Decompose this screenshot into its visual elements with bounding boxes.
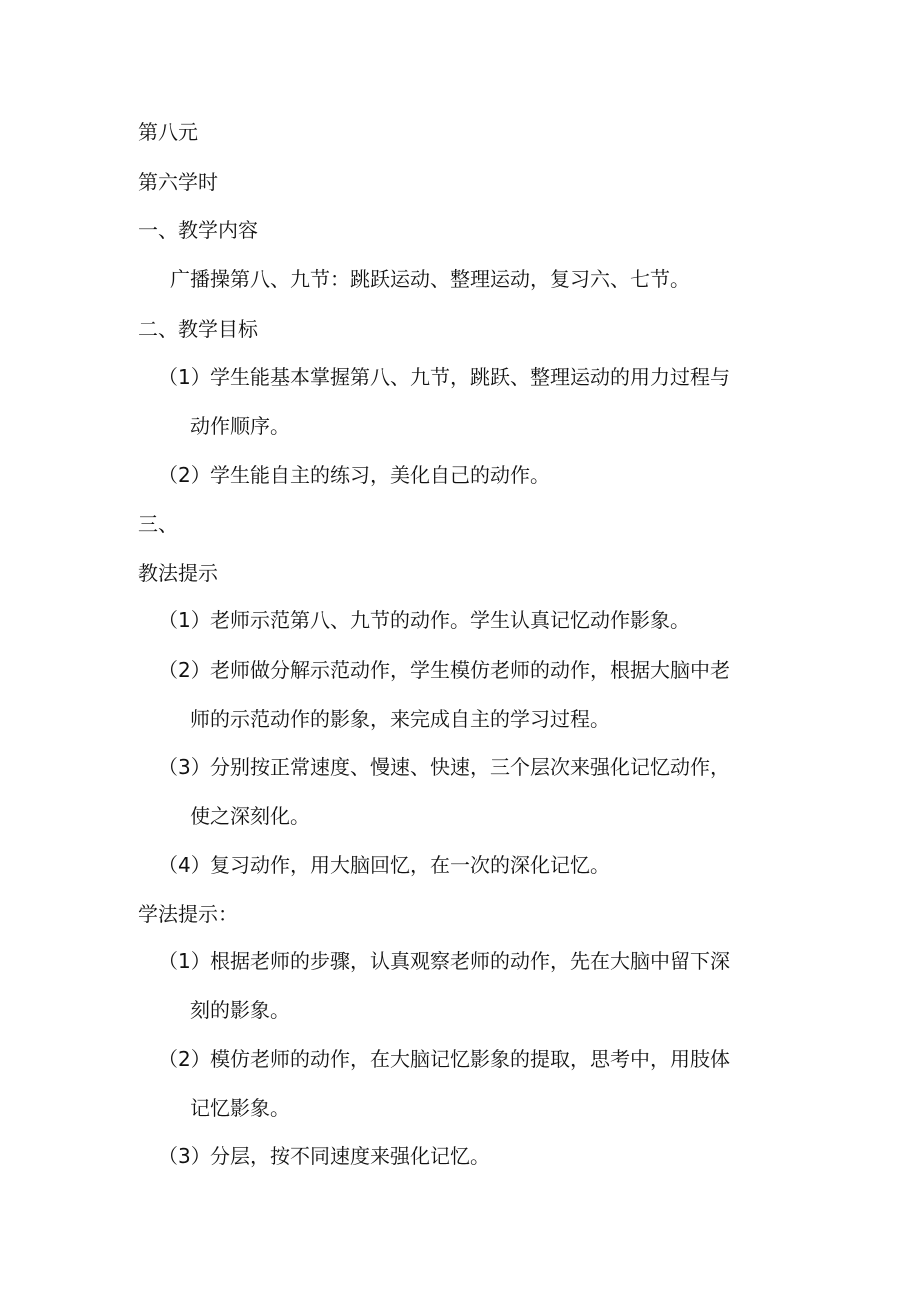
teaching-item (158, 656, 730, 684)
teaching-item (158, 753, 730, 781)
item-number: （1） (158, 608, 211, 632)
item-text: 分层，按不同速度来强化记忆。 (210, 1144, 490, 1168)
item-number: （4） (158, 853, 211, 877)
item-text: 分别按正常速度、慢速、快速，三个层次来强化记忆动作， (210, 755, 730, 779)
item-text: 学生能自主的练习，美化自己的动作。 (210, 463, 550, 487)
section-heading-content: 一、教学内容 (138, 218, 258, 242)
learning-item-continuation: 记忆影象。 (190, 1096, 290, 1120)
lesson-title: 第六学时 (138, 170, 218, 194)
learning-item-continuation: 刻的影象。 (190, 998, 290, 1022)
item-number: （1） (158, 365, 211, 389)
objective-item (158, 461, 550, 489)
teaching-item-continuation: 使之深刻化。 (190, 804, 310, 828)
learning-item (158, 1045, 730, 1073)
item-number: （3） (158, 755, 211, 779)
item-text: 模仿老师的动作，在大脑记忆影象的提取，思考中，用肢体 (210, 1047, 730, 1071)
item-text: 学生能基本掌握第八、九节，跳跃、整理运动的用力过程与 (210, 365, 730, 389)
item-text: 根据老师的步骤，认真观察老师的动作，先在大脑中留下深 (210, 949, 730, 973)
learning-method-heading: 学法提示： (138, 902, 238, 926)
objective-item (158, 363, 730, 391)
teaching-item (158, 851, 610, 879)
section-heading-three: 三、 (138, 512, 178, 536)
learning-item (158, 947, 730, 975)
item-number: （2） (158, 463, 211, 487)
item-text: 老师做分解示范动作，学生模仿老师的动作，根据大脑中老 (210, 658, 730, 682)
teaching-method-heading: 教法提示 (138, 561, 218, 585)
item-number: （3） (158, 1144, 211, 1168)
learning-item (158, 1142, 490, 1170)
item-number: （2） (158, 658, 211, 682)
objective-item-continuation: 动作顺序。 (190, 414, 290, 438)
item-number: （2） (158, 1047, 211, 1071)
unit-title: 第八元 (138, 120, 198, 144)
teaching-item-continuation: 师的示范动作的影象，来完成自主的学习过程。 (190, 707, 610, 731)
item-number: （1） (158, 949, 211, 973)
item-text: 复习动作，用大脑回忆，在一次的深化记忆。 (210, 853, 610, 877)
section-heading-objectives: 二、教学目标 (138, 317, 258, 341)
teaching-item (158, 606, 690, 634)
item-text: 老师示范第八、九节的动作。学生认真记忆动作影象。 (210, 608, 690, 632)
content-text: 广播操第八、九节：跳跃运动、整理运动，复习六、七节。 (170, 267, 690, 291)
